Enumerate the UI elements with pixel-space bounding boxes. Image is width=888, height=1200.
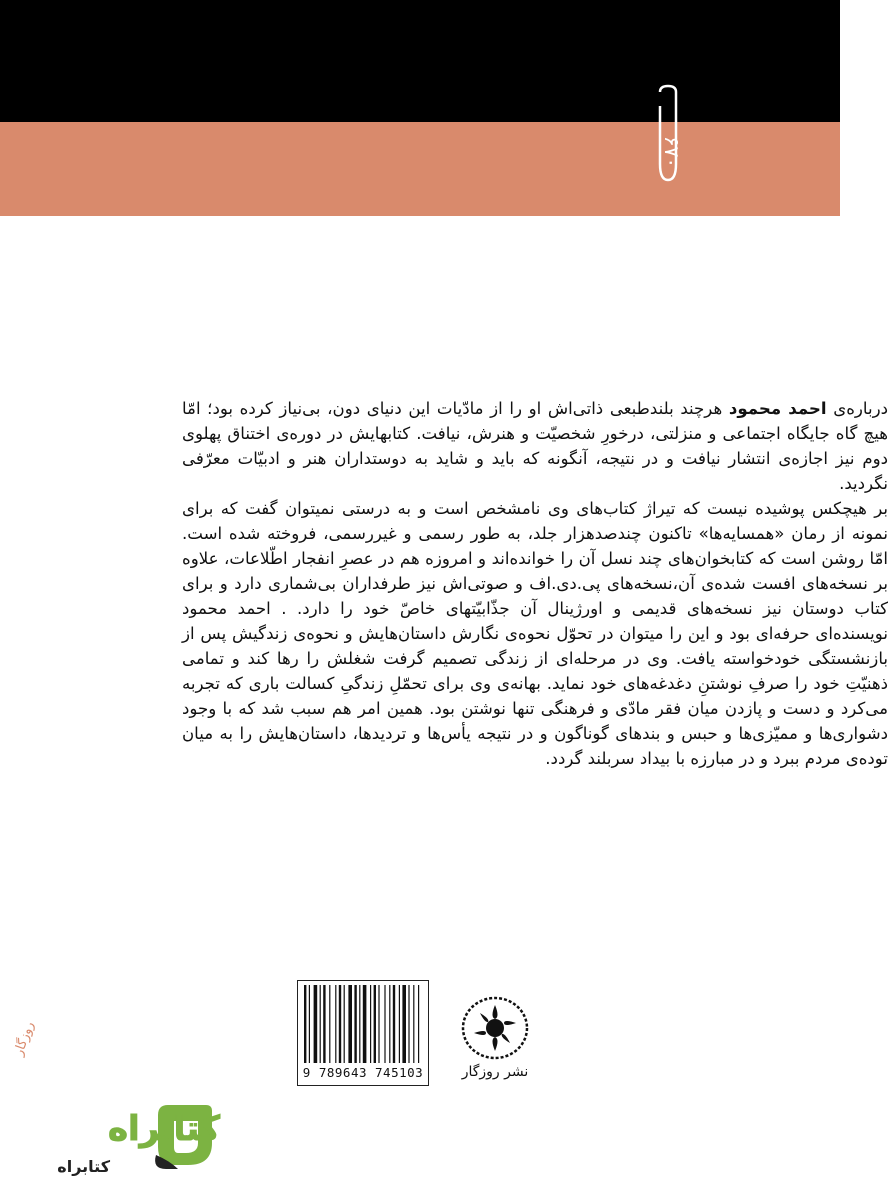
paragraph-1: درباره‌ی احمد محمود هرچند بلندطبعی ذاتی‌اش او را از مادّیات این دنیای دون، بی‌نیاز کرده بود؛ امّا هیچ گاه جایگاه اجتماعی و منزلتی، درخورِ شخصیّت و هنرش، نیافت. کتابهایش در دوره‌ی اختناق پهلوی دوم نیز اجازه‌ی انتشار نیافت و در نتیجه، آنگونه که باید و شاید به دوستداران هنر و ادبیّات معرّفی نگردید.	[182, 399, 888, 493]
ketabrah-watermark	[30, 1095, 220, 1185]
paragraph-2: بر هیچکس پوشیده نیست که تیراژ کتاب‌های وی نامشخص است و به درستی نمیتوان گفت که برای نمونه از رمان «همسایه‌ها» تاکنون چندصدهزار جلد، به طور رسمی و غیررسمی، فروخته شده است. امّا روشن است که کتابخوان‌های چند نسل آن را خوانده‌اند و امروزه هم در عصرِ انفجار اطّلاعات، علاوه بر نسخه‌های افست شده‌ی آن،نسخه‌های پی.دی.اف و صوتی‌اش نیز طرفداران بی‌شماری دارد و برای کتاب دوستان نیز نسخه‌های قدیمی و اورژینال آن جذّابیّتهای خاصّ خود را دارد. . احمد محمود نویسنده‌ای حرفه‌ای بود و این را میتوان در تحوّل نحوه‌ی نگارش داستان‌هایش و نحوه‌ی زندگیش پس از بازنشستگی خودخواسته یافت. وی در مرحله‌ای از زندگی تصمیم گرفت شغلش را رها کند و تمامی ذهنیّتِ خود را صرفِ نوشتنِ دغدغه‌های خود نماید. بهانه‌ی وی برای تحمّلِ زندگیِ کسالت باری که تجربه می‌کرد و دست و پازدن میان فقر مادّی و فرهنگی تنها نوشتن بود. همین امر هم سبب شد که با وجود دشواری‌ها و ممیّزی‌ها و حبس و بندهای گوناگون و در نتیجه یأس‌ها و تردیدها، داستان‌هایش را به میان توده‌ی مردم ببرد و در مبارزه با بیداد سربلند گردد.	[182, 499, 888, 768]
publisher-name: نشر روزگار	[461, 1064, 529, 1080]
orange-band	[0, 122, 840, 216]
series-number: ۶۷۰	[660, 135, 684, 169]
back-cover-text	[182, 396, 888, 771]
author-name: احمد محمود	[728, 399, 827, 418]
barcode-icon	[304, 985, 422, 1063]
publisher-side-mark: روزگار	[11, 1019, 38, 1058]
publisher-logo-icon	[460, 995, 530, 1061]
watermark-sub-text: کتابراه	[57, 1157, 110, 1176]
watermark-main-text: کتابراه	[107, 1109, 220, 1149]
isbn-barcode	[297, 980, 429, 1086]
isbn-number: 9 789643 745103	[302, 1065, 424, 1080]
top-black-band	[0, 0, 840, 122]
